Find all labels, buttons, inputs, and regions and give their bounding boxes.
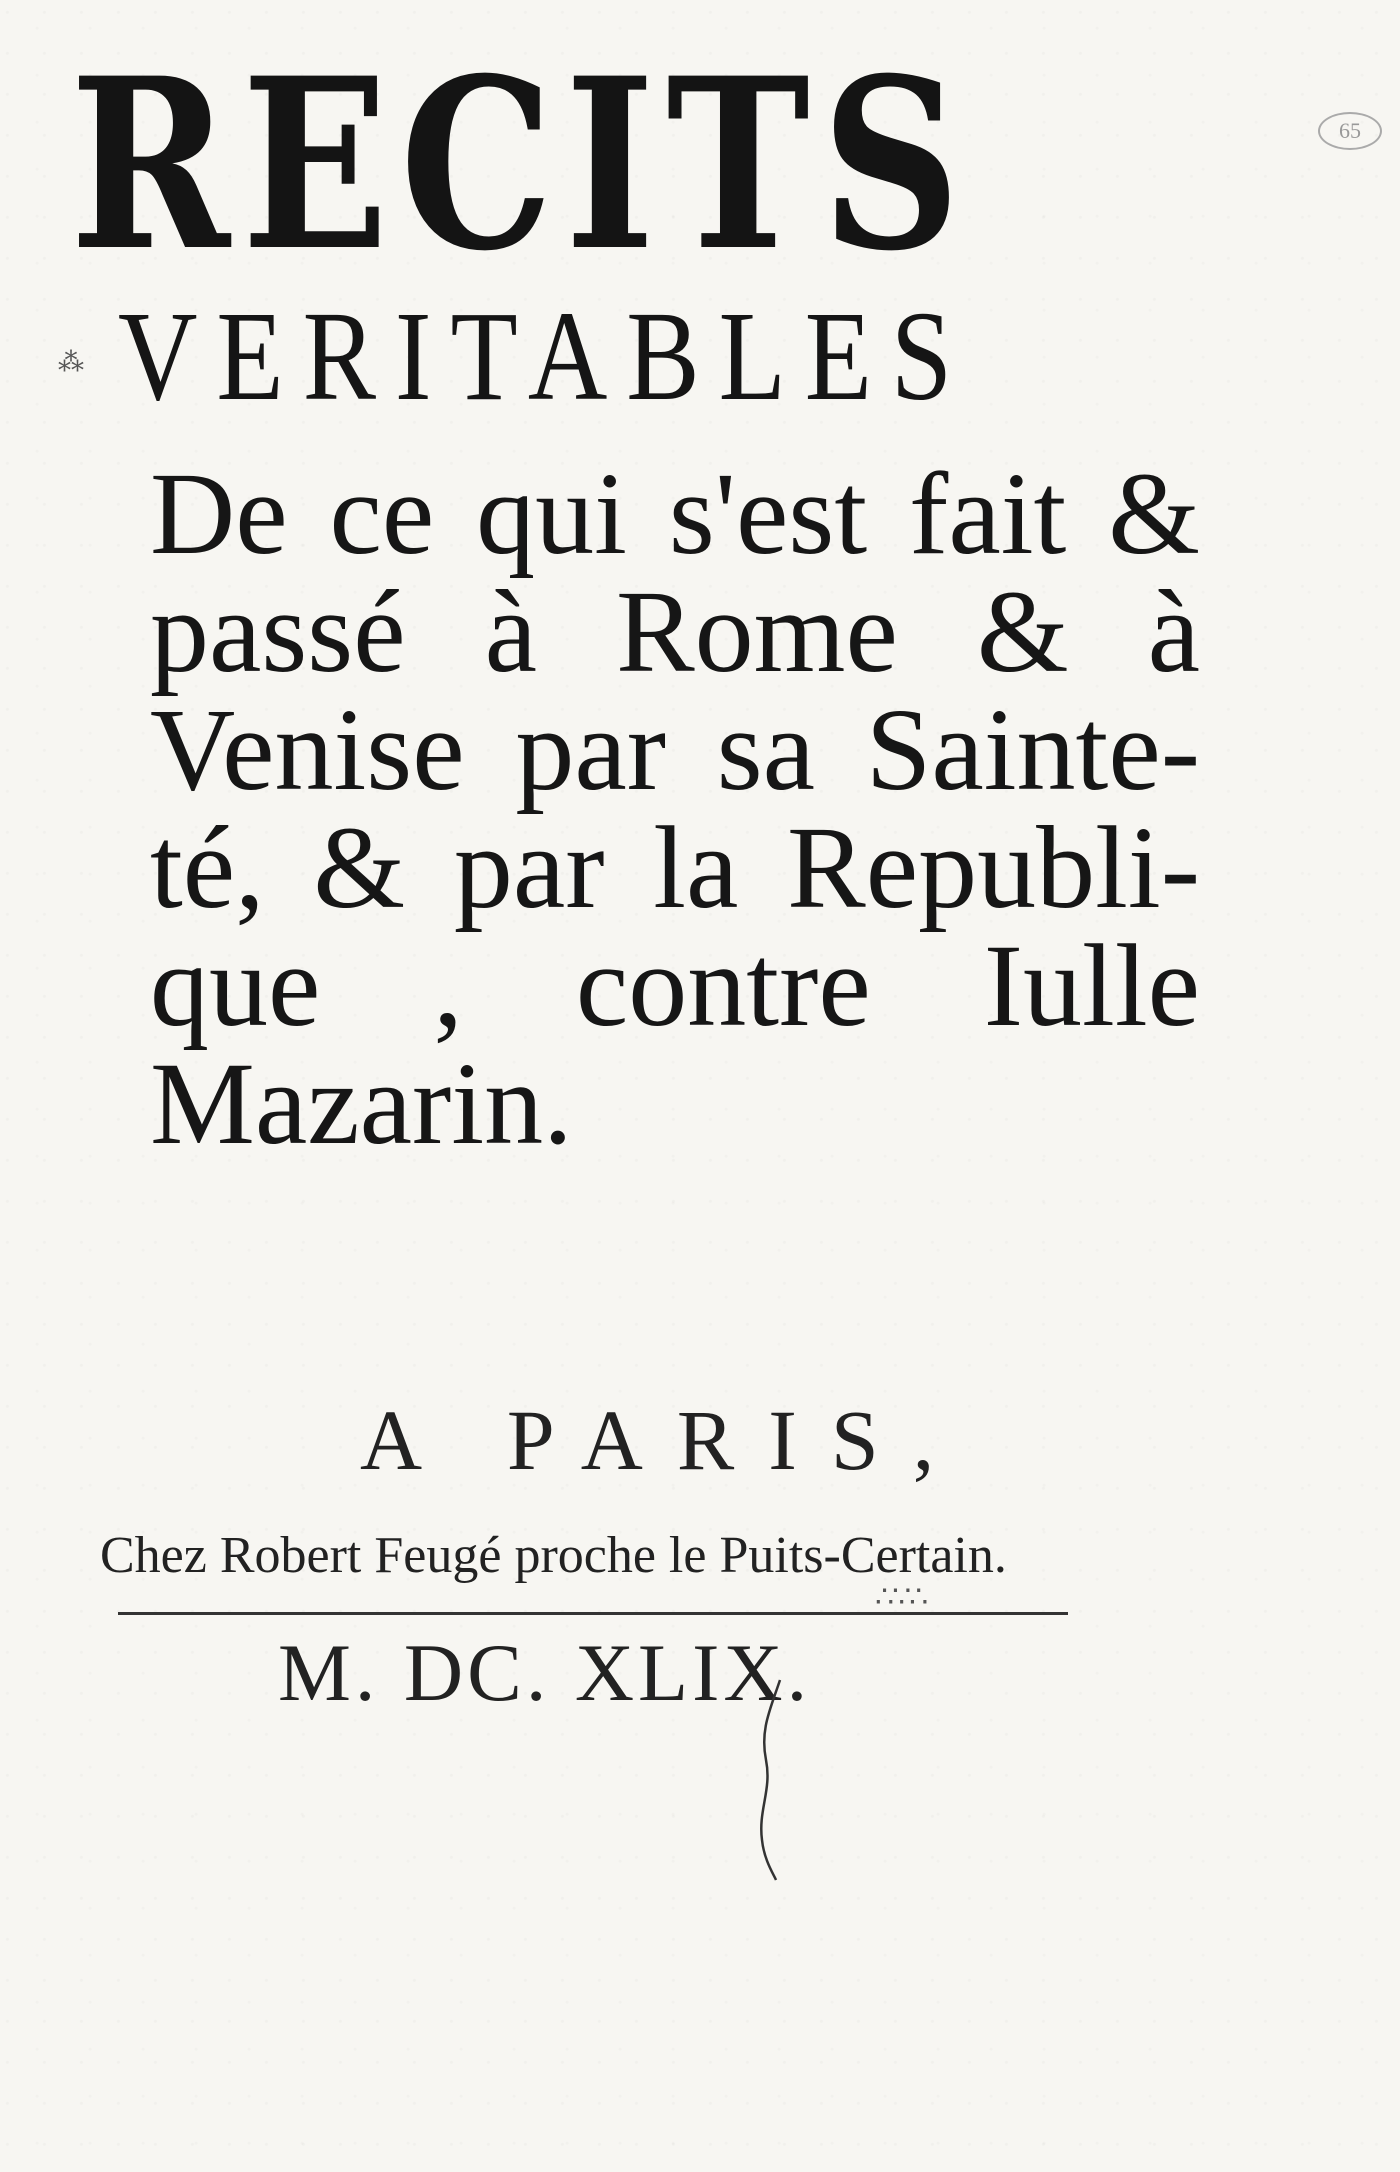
- horizontal-rule: [118, 1612, 1068, 1615]
- title-body-line: passé à Rome & à: [150, 566, 1200, 697]
- imprint-date: M. DC. XLIX.: [278, 1627, 812, 1718]
- pen-scribble-mark: [740, 1680, 820, 1880]
- page-number-stamp: 65: [1318, 112, 1382, 150]
- title-body: [150, 448, 1200, 1169]
- title-body-line: Mazarin.: [150, 1038, 573, 1169]
- title-body-line: té, & par la Republi-: [150, 802, 1200, 933]
- imprint-city: A PARIS,: [360, 1392, 969, 1488]
- title-body-line: De ce qui s'est fait &: [150, 448, 1200, 579]
- title-body-line: Venise par sa Sainte-: [150, 684, 1200, 815]
- title-main: RECITS: [70, 27, 972, 303]
- imprint-printer: Chez Robert Feugé proche le Puits-Certain.: [100, 1527, 1007, 1584]
- title-subtitle: VERITABLES: [118, 285, 972, 427]
- ink-smudge: ∴∵∴: [875, 1580, 927, 1615]
- ornament-left: ⁂: [58, 348, 84, 378]
- title-body-line: que , contre Iulle: [150, 920, 1200, 1051]
